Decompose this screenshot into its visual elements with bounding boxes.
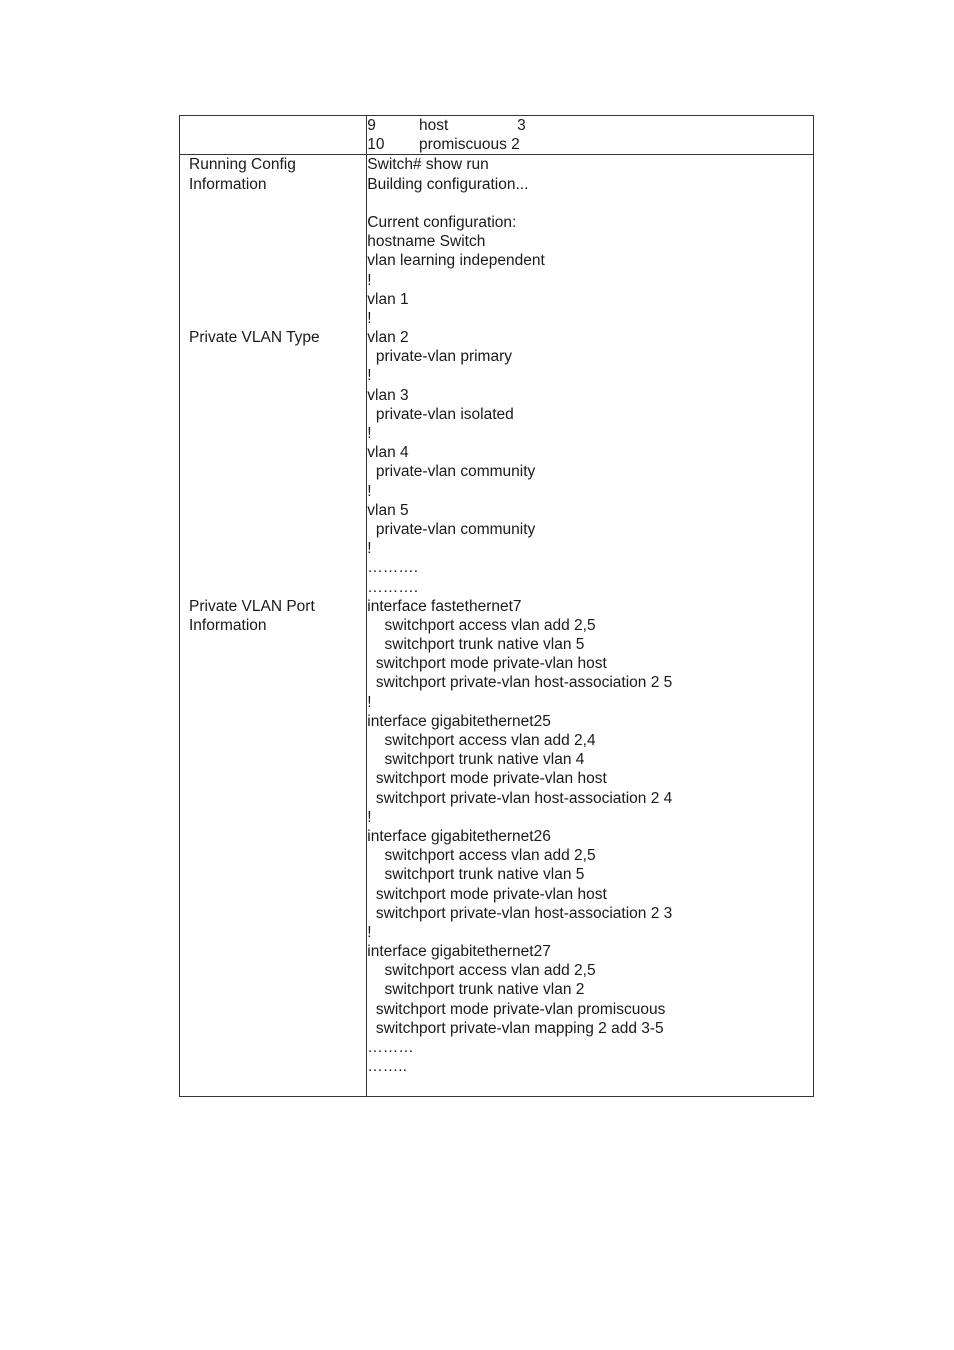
code-line: interface gigabitethernet25 bbox=[367, 712, 551, 730]
code-line: ! bbox=[367, 693, 372, 711]
code-line: hostname Switch bbox=[367, 233, 486, 251]
code-line: switchport private-vlan host-association 2 4 bbox=[367, 789, 673, 807]
code-line: Building configuration... bbox=[367, 175, 529, 193]
code-line: switchport access vlan add 2,5 bbox=[367, 616, 596, 634]
code-line bbox=[367, 194, 813, 213]
code-line: switchport access vlan add 2,5 bbox=[367, 962, 596, 980]
code-line: private-vlan primary bbox=[367, 348, 512, 366]
code-line: switchport trunk native vlan 5 bbox=[367, 636, 585, 654]
code-line: switchport private-vlan host-association 2 3 bbox=[367, 904, 673, 922]
code-line: vlan 4 bbox=[367, 444, 409, 462]
code-line: private-vlan community bbox=[367, 463, 536, 481]
code-line: switchport private-vlan host-association 2 5 bbox=[367, 674, 673, 692]
private-vlan-type-label: Private VLAN Type bbox=[189, 329, 320, 347]
code-line: vlan learning independent bbox=[367, 252, 545, 270]
code-line: switchport access vlan add 2,4 bbox=[367, 732, 596, 749]
code-line: ………. bbox=[367, 559, 419, 577]
code-line: switchport mode private-vlan host bbox=[367, 655, 607, 673]
code-cell-running-config bbox=[367, 155, 814, 1096]
code-line: ……… bbox=[367, 1039, 414, 1056]
code-line: switchport private-vlan mapping 2 add 3-5 bbox=[367, 1019, 664, 1037]
code-line: private-vlan isolated bbox=[367, 405, 514, 423]
code-line: switchport access vlan add 2,5 bbox=[367, 847, 596, 865]
code-line: switchport mode private-vlan host bbox=[367, 770, 607, 788]
code-line: vlan 5 bbox=[367, 501, 409, 519]
private-vlan-port-label: Private VLAN Port Information bbox=[189, 597, 315, 635]
code-line: ! bbox=[367, 923, 372, 941]
code-line: switchport trunk native vlan 5 bbox=[367, 866, 585, 884]
code-line: switchport mode private-vlan host bbox=[367, 885, 607, 903]
code-cell-vlan-port-list bbox=[367, 116, 814, 155]
config-table bbox=[179, 115, 814, 1097]
code-line: 10 promiscuous 2 bbox=[367, 136, 520, 154]
code-line: ! bbox=[367, 808, 372, 826]
label-cell-sections bbox=[180, 155, 367, 1096]
code-line: switchport mode private-vlan promiscuous bbox=[367, 1000, 666, 1018]
code-line: ! bbox=[367, 425, 372, 442]
code-line: private-vlan community bbox=[367, 520, 536, 538]
code-line: interface gigabitethernet26 bbox=[367, 827, 551, 845]
table-row-continuation bbox=[180, 116, 814, 155]
code-line: interface fastethernet7 bbox=[367, 597, 522, 615]
code-line: switchport trunk native vlan 2 bbox=[367, 981, 585, 999]
running-config-label: Running Config Information bbox=[189, 156, 296, 193]
code-line: ………. bbox=[367, 578, 419, 596]
code-line: 9 host 3 bbox=[367, 117, 526, 134]
table-row-running-config bbox=[180, 155, 814, 1096]
code-line: ! bbox=[367, 540, 372, 558]
code-line: vlan 2 bbox=[367, 329, 409, 347]
code-line: interface gigabitethernet27 bbox=[367, 943, 551, 961]
code-line: …….. bbox=[367, 1058, 407, 1076]
code-line: ! bbox=[367, 482, 372, 500]
code-line bbox=[367, 1076, 813, 1095]
code-line: ! bbox=[367, 367, 372, 385]
code-line: Switch# show run bbox=[367, 156, 489, 174]
code-line: ! bbox=[367, 271, 372, 289]
code-line: Current configuration: bbox=[367, 213, 517, 231]
code-line: vlan 3 bbox=[367, 386, 409, 404]
label-cell-empty bbox=[180, 116, 367, 155]
code-line: ! bbox=[367, 309, 372, 327]
code-line: switchport trunk native vlan 4 bbox=[367, 751, 585, 769]
code-line: vlan 1 bbox=[367, 290, 409, 308]
